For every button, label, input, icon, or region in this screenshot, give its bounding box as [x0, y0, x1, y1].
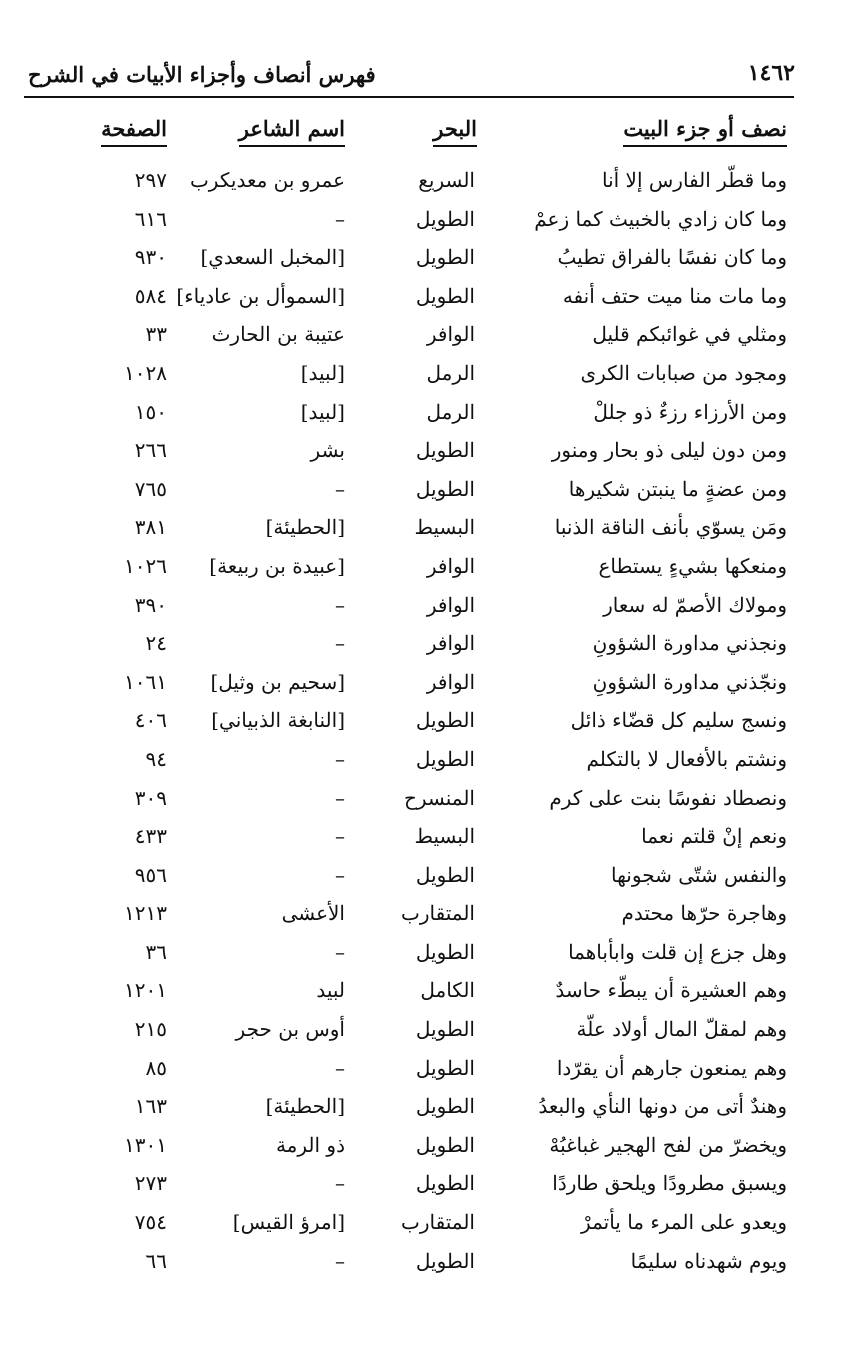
page-cell: ٢٤ [145, 631, 167, 656]
meter-cell: الطويل [415, 708, 475, 733]
meter-cell: الوافر [426, 322, 475, 347]
verse-cell: وهم العشيرة أن يبطّء حاسدٌ [555, 978, 787, 1003]
page-cell: ٨٥ [145, 1055, 167, 1080]
table-row [0, 1245, 855, 1284]
verse-cell: وما مات منا ميت حتف أنفه [562, 283, 787, 308]
table-row [0, 589, 855, 628]
meter-cell: الطويل [415, 1132, 475, 1157]
table-row [0, 318, 855, 357]
verse-cell: ونعم إنْ قلتم نعما [641, 824, 787, 849]
poet-cell: – [335, 592, 345, 617]
page-number: ١٤٦٢ [747, 60, 795, 86]
page-cell: ١٠٢٨ [124, 360, 167, 385]
poet-cell: [لبيد] [300, 360, 345, 385]
verse-cell: ويسبق مطرودًا ويلحق طاردًا [552, 1171, 787, 1196]
table-row [0, 666, 855, 705]
page-cell: ١٢١٣ [124, 901, 167, 926]
page-cell: ٢٩٧ [134, 168, 167, 192]
poet-cell: عمرو بن معديكرب [189, 168, 345, 192]
verse-cell: ومولاك الأصمّ له سعار [603, 592, 787, 617]
meter-cell: الطويل [415, 283, 475, 308]
poet-cell: عتيبة بن الحارث [211, 322, 345, 347]
poet-cell: [عبيدة بن ربيعة] [209, 553, 345, 578]
poet-cell: – [335, 746, 345, 771]
page-cell: ٦٦ [145, 1248, 167, 1273]
table-row [0, 1206, 855, 1245]
table-row [0, 511, 855, 550]
meter-cell: الرمل [426, 399, 475, 424]
page-cell: ٣٦ [145, 939, 167, 964]
page-cell: ١٠٢٦ [124, 553, 167, 578]
page-cell: ١٢٠١ [124, 978, 167, 1003]
page-cell: ١٦٣ [134, 1094, 167, 1119]
meter-cell: الوافر [426, 592, 475, 617]
table-row [0, 357, 855, 396]
page-cell: ٣٩٠ [134, 592, 167, 617]
page-cell: ٤٠٦ [134, 708, 167, 733]
meter-cell: الطويل [415, 1171, 475, 1196]
meter-cell: الطويل [415, 206, 475, 231]
verse-cell: ومَن يسوّي بأنف الناقة الذنبا [554, 515, 787, 540]
poet-cell: – [335, 206, 345, 231]
meter-cell: الطويل [415, 1055, 475, 1080]
verse-cell: ونصطاد نفوسًا بنت على كرم [549, 785, 787, 810]
page-cell: ٣٣ [145, 322, 167, 347]
page-cell: ٧٦٥ [134, 476, 167, 501]
table-row [0, 550, 855, 589]
page-cell: ٢٧٣ [134, 1171, 167, 1196]
meter-cell: المتقارب [401, 1210, 475, 1235]
meter-cell: الطويل [415, 1094, 475, 1119]
verse-cell: ومن عضةٍ ما ينبتن شكيرها [568, 476, 787, 501]
meter-cell: السريع [418, 168, 475, 192]
verse-cell: وهندٌ أتى من دونها النأي والبعدُ [538, 1094, 787, 1119]
table-row [0, 1052, 855, 1091]
meter-cell: الطويل [415, 1017, 475, 1042]
page-cell: ٢٦٦ [134, 438, 167, 463]
verse-cell: ومنعكها بشيءٍ يستطاع [598, 553, 787, 578]
table-row [0, 1090, 855, 1129]
verse-cell: ومن الأرزاء رزءٌ ذو جللْ [593, 399, 787, 424]
meter-cell: المنسرح [403, 785, 475, 810]
column-header-page: الصفحة [101, 116, 167, 147]
meter-cell: الطويل [415, 939, 475, 964]
poet-cell: [امرؤ القيس] [232, 1210, 345, 1235]
verse-cell: ومجود من صبابات الكرى [580, 360, 787, 385]
verse-cell: وهل جزع إن قلت وابأباهما [568, 939, 787, 964]
poet-cell: [الحطيئة] [265, 1094, 345, 1119]
table-row [0, 743, 855, 782]
verse-cell: ومن دون ليلى ذو بحار ومنور [551, 438, 787, 463]
meter-cell: الطويل [415, 245, 475, 270]
table-row [0, 396, 855, 435]
poet-cell: بشر [310, 438, 345, 463]
poet-cell: – [335, 939, 345, 964]
meter-cell: الكامل [420, 978, 475, 1003]
verse-cell: ومثلي في غوائبكم قليل [592, 322, 787, 347]
poet-cell: [المخبل السعدي] [200, 245, 345, 270]
poet-cell: [النابغة الذبياني] [211, 708, 345, 733]
poet-cell: [الحطيئة] [265, 515, 345, 540]
table-row [0, 1167, 855, 1206]
verse-cell: وهاجرة حرّها محتدم [621, 901, 787, 926]
page-cell: ١٠٦١ [124, 669, 167, 694]
page-cell: ١٥٠ [134, 399, 167, 424]
meter-cell: الطويل [415, 746, 475, 771]
table-row [0, 820, 855, 859]
page-cell: ٩٤ [145, 746, 167, 771]
meter-cell: المتقارب [401, 901, 475, 926]
page-cell: ٤٣٣ [134, 824, 167, 849]
header-rule [24, 96, 794, 98]
column-header-poet: اسم الشاعر [239, 116, 345, 147]
meter-cell: الطويل [415, 1248, 475, 1273]
table-row [0, 859, 855, 898]
index-table [0, 164, 855, 1283]
page-cell: ٦١٦ [134, 206, 167, 231]
table-row [0, 1013, 855, 1052]
verse-cell: وهم يمنعون جارهم أن يقرّدا [556, 1055, 787, 1080]
verse-cell: وما كان نفسًا بالفراق تطيبُ [557, 245, 787, 270]
page-cell: ٥٨٤ [134, 283, 167, 308]
poet-cell: – [335, 1055, 345, 1080]
verse-cell: وما كان زادي بالخبيث كما زعمْ [534, 206, 787, 231]
page-cell: ٣٠٩ [134, 785, 167, 810]
poet-cell: – [335, 785, 345, 810]
page-cell: ٣٨١ [134, 515, 167, 540]
meter-cell: الرمل [426, 360, 475, 385]
table-row [0, 627, 855, 666]
table-row [0, 241, 855, 280]
verse-cell: ويخضرّ من لفح الهجير غباغبُهْ [549, 1132, 787, 1157]
table-row [0, 704, 855, 743]
page-cell: ٧٥٤ [134, 1210, 167, 1235]
verse-cell: ونجذني مداورة الشؤونِ [592, 631, 787, 656]
poet-cell: – [335, 1171, 345, 1196]
table-row [0, 473, 855, 512]
poet-cell: – [335, 631, 345, 656]
poet-cell: ذو الرمة [275, 1132, 345, 1157]
table-row [0, 974, 855, 1013]
poet-cell: أوس بن حجر [235, 1017, 345, 1042]
meter-cell: الطويل [415, 862, 475, 887]
page-cell: ٩٣٠ [134, 245, 167, 270]
poet-cell: لبيد [316, 978, 345, 1003]
meter-cell: البسيط [414, 515, 475, 540]
poet-cell: – [335, 824, 345, 849]
verse-cell: ويعدو على المرء ما يأتمرْ [581, 1210, 787, 1235]
table-row [0, 782, 855, 821]
running-title: فهرس أنصاف وأجزاء الأبيات في الشرح [28, 62, 376, 87]
poet-cell: – [335, 476, 345, 501]
column-header-verse: نصف أو جزء البيت [623, 116, 787, 147]
column-header-meter: البحر [433, 116, 477, 147]
table-row [0, 936, 855, 975]
poet-cell: – [335, 862, 345, 887]
poet-cell: [سحيم بن وثيل] [210, 669, 345, 694]
meter-cell: الوافر [426, 669, 475, 694]
page-cell: ١٣٠١ [124, 1132, 167, 1157]
verse-cell: ونجّذني مداورة الشؤونِ [592, 669, 787, 694]
verse-cell: ونسج سليم كل قضّاء ذائل [570, 708, 787, 733]
table-row [0, 1129, 855, 1168]
table-row [0, 203, 855, 242]
meter-cell: البسيط [414, 824, 475, 849]
meter-cell: الطويل [415, 476, 475, 501]
table-row [0, 280, 855, 319]
poet-cell: [السموأل بن عادياء] [176, 283, 345, 308]
poet-cell: الأعشى [281, 901, 345, 926]
table-row [0, 434, 855, 473]
verse-cell: ويوم شهدناه سليمًا [630, 1248, 787, 1273]
meter-cell: الوافر [426, 553, 475, 578]
verse-cell: والنفس شتّى شجونها [610, 862, 787, 887]
table-row [0, 164, 855, 203]
poet-cell: – [335, 1248, 345, 1273]
page-cell: ٩٥٦ [134, 862, 167, 887]
verse-cell: وهم لمقلّ المال أولاد علّة [576, 1017, 787, 1042]
verse-cell: وما قطّر الفارس إلا أنا [601, 168, 787, 192]
meter-cell: الوافر [426, 631, 475, 656]
page-cell: ٢١٥ [134, 1017, 167, 1042]
meter-cell: الطويل [415, 438, 475, 463]
poet-cell: [لبيد] [300, 399, 345, 424]
table-row [0, 897, 855, 936]
verse-cell: ونشتم بالأفعال لا بالتكلم [586, 746, 787, 771]
